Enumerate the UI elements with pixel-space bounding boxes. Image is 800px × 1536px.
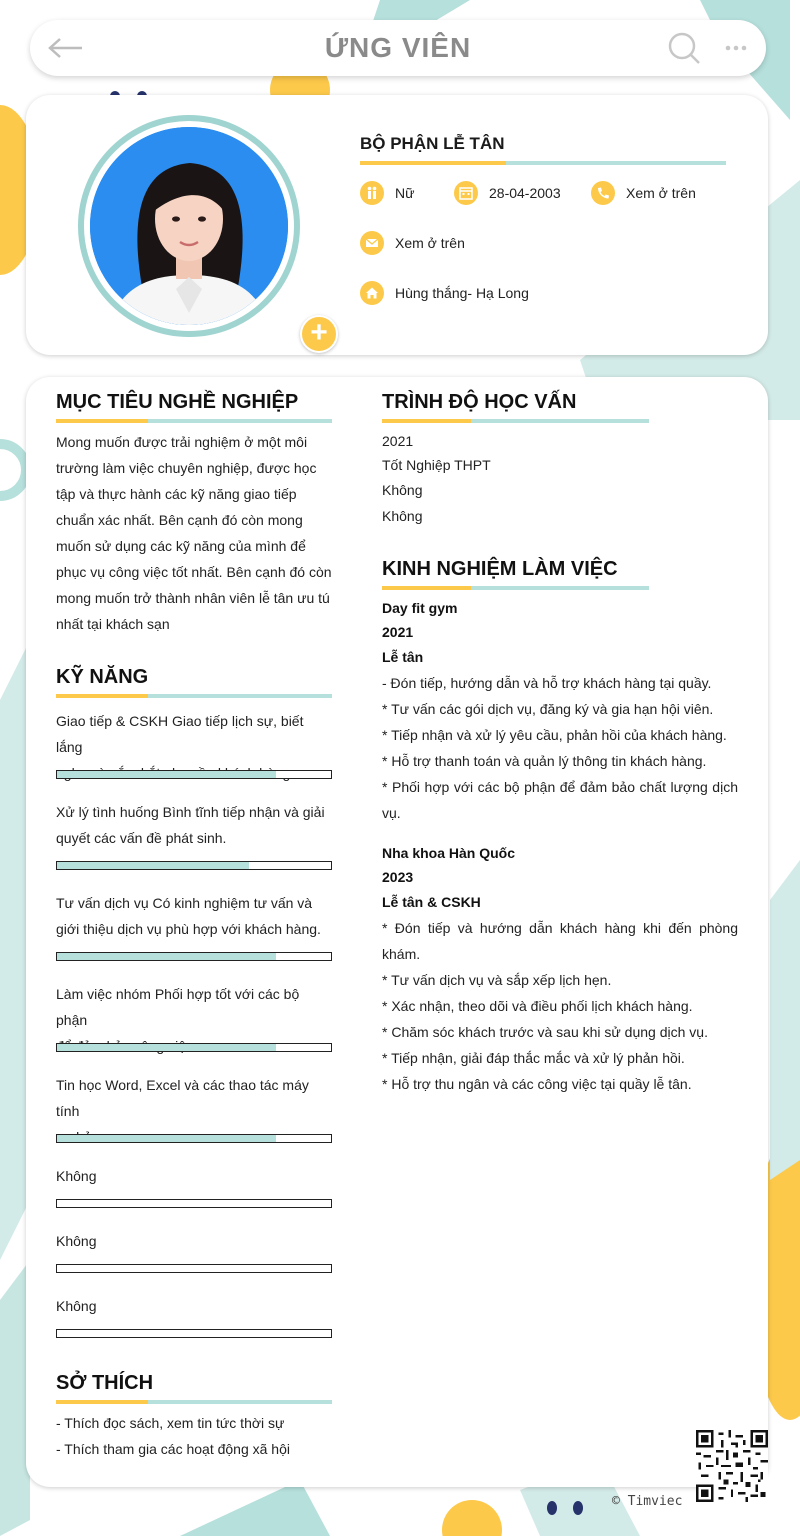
experience-underline [382, 586, 649, 590]
birthdate-value: 28-04-2003 [489, 185, 561, 201]
job-company: Nha khoa Hàn Quốc [382, 845, 516, 861]
skills-underline [56, 694, 332, 698]
avatar-photo [90, 127, 288, 325]
skill-level-bar [56, 770, 332, 779]
experience-title: KINH NGHIỆM LÀM VIỆC [382, 558, 618, 580]
birthdate-info [454, 181, 561, 205]
position-underline [360, 161, 726, 165]
career-goal-text: Mong muốn được trải nghiệm ở một môi trường làm việc chuyên nghiệp, được học tập và thực hành các kỹ năng giao tiếp chuẩn xác nhất. Bên cạnh đó còn mong muốn sử dụng các kỹ năng của mình để phục vụ công việc tốt nhất. Bên cạnh đó còn mong muốn trở thành nhân viên lễ tân ưu tú nhất tại khách sạn [56, 434, 332, 632]
skill-level-bar [56, 952, 332, 961]
job-description: * Đón tiếp và hướng dẫn khách hàng khi đến phòng khám. * Tư vấn dịch vụ và sắp xếp lịch hẹn. * Xác nhận, theo dõi và điều phối lịch khách hàng. * Chăm sóc khách trước và sau khi sử dụng dịch vụ. * Tiếp nhận, giải đáp thắc mắc và xử lý phản hồi. * Hỗ trợ thu ngân và các công việc tại quầy lễ tân. [382, 920, 738, 1092]
job-year: 2023 [382, 869, 414, 885]
skill-level-bar [56, 1199, 332, 1208]
add-photo-button[interactable] [300, 315, 338, 353]
job-position: BỘ PHẬN LỄ TÂN [360, 134, 505, 153]
email-info [360, 231, 465, 255]
gender-info [360, 181, 414, 205]
skill-item: Làm việc nhóm Phối hợp tốt với các bộ phận [56, 986, 300, 1028]
job-company: Day fit gym [382, 600, 458, 616]
phone-info [591, 181, 696, 205]
avatar[interactable] [90, 127, 288, 325]
phone-icon [591, 181, 615, 205]
hobby-item: - Thích đọc sách, xem tin tức thời sự [56, 1415, 285, 1431]
plus-icon: + [310, 316, 328, 349]
skill-item: Tư vấn dịch vụ Có kinh nghiệm tư vấn và giới thiệu dịch vụ phù hợp với khách hàng. [56, 895, 321, 937]
copyright: © Timviec [612, 1494, 683, 1509]
education-title: TRÌNH ĐỘ HỌC VẤN [382, 391, 577, 413]
gender-value: Nữ [395, 185, 415, 201]
profile-card [26, 95, 768, 355]
hobby-item: - Thích tham gia các hoạt động xã hội [56, 1441, 290, 1457]
resume-body-card [26, 377, 768, 1487]
address-info [360, 281, 529, 305]
address-value: Hùng thắng- Hạ Long [395, 285, 529, 301]
hobbies-underline [56, 1400, 332, 1404]
job-role: Lễ tân [382, 649, 424, 665]
education-underline [382, 419, 649, 423]
skill-level-bar [56, 1264, 332, 1273]
top-bar [30, 20, 766, 76]
phone-value: Xem ở trên [626, 185, 696, 201]
mail-icon [360, 231, 384, 255]
skill-level-bar [56, 1329, 332, 1338]
page-title: ỨNG VIÊN [324, 32, 472, 63]
skill-level-bar [56, 1043, 332, 1052]
skill-item: Giao tiếp & CSKH Giao tiếp lịch sự, biết lắng [56, 713, 304, 755]
skill-level-bar [56, 861, 332, 870]
education-degree: Tốt Nghiệp THPT [382, 457, 491, 473]
job-year: 2021 [382, 624, 414, 640]
career-goal-underline [56, 419, 332, 423]
career-goal-title: MỤC TIÊU NGHỀ NGHIỆP [56, 391, 299, 413]
skill-level-bar [56, 1134, 332, 1143]
skill-item: Không [56, 1168, 97, 1184]
hobbies-list [56, 1410, 332, 1462]
job-description: - Đón tiếp, hướng dẫn và hỗ trợ khách hàng tại quầy. * Tư vấn các gói dịch vụ, đăng ký và gia hạn hội viên. * Tiếp nhận và xử lý yêu cầu, phản hồi của khách hàng. * Hỗ trợ thanh toán và quản lý thông tin khách hàng. * Phối hợp với các bộ phận để đảm bảo chất lượng dịch vụ. [382, 675, 738, 821]
skill-item: Không [56, 1298, 97, 1314]
more-dots-icon[interactable] [720, 38, 752, 58]
education-detail: Không [382, 508, 423, 524]
skill-item: Xử lý tình huống Bình tĩnh tiếp nhận và giải quyết các vấn đề phát sinh. [56, 804, 325, 846]
email-value: Xem ở trên [395, 235, 465, 251]
skill-item: Không [56, 1233, 97, 1249]
skill-item: Tin học Word, Excel và các thao tác máy tính [56, 1077, 309, 1119]
job-role: Lễ tân & CSKH [382, 894, 481, 910]
search-icon[interactable] [666, 30, 702, 66]
skills-title: KỸ NĂNG [56, 666, 149, 688]
education-detail: Không [382, 482, 423, 498]
gender-icon [360, 181, 384, 205]
home-icon [360, 281, 384, 305]
qr-code [696, 1430, 768, 1502]
education-year: 2021 [382, 433, 414, 449]
hobbies-title: SỞ THÍCH [56, 1372, 154, 1394]
calendar-icon [454, 181, 478, 205]
avatar-frame [78, 115, 328, 349]
